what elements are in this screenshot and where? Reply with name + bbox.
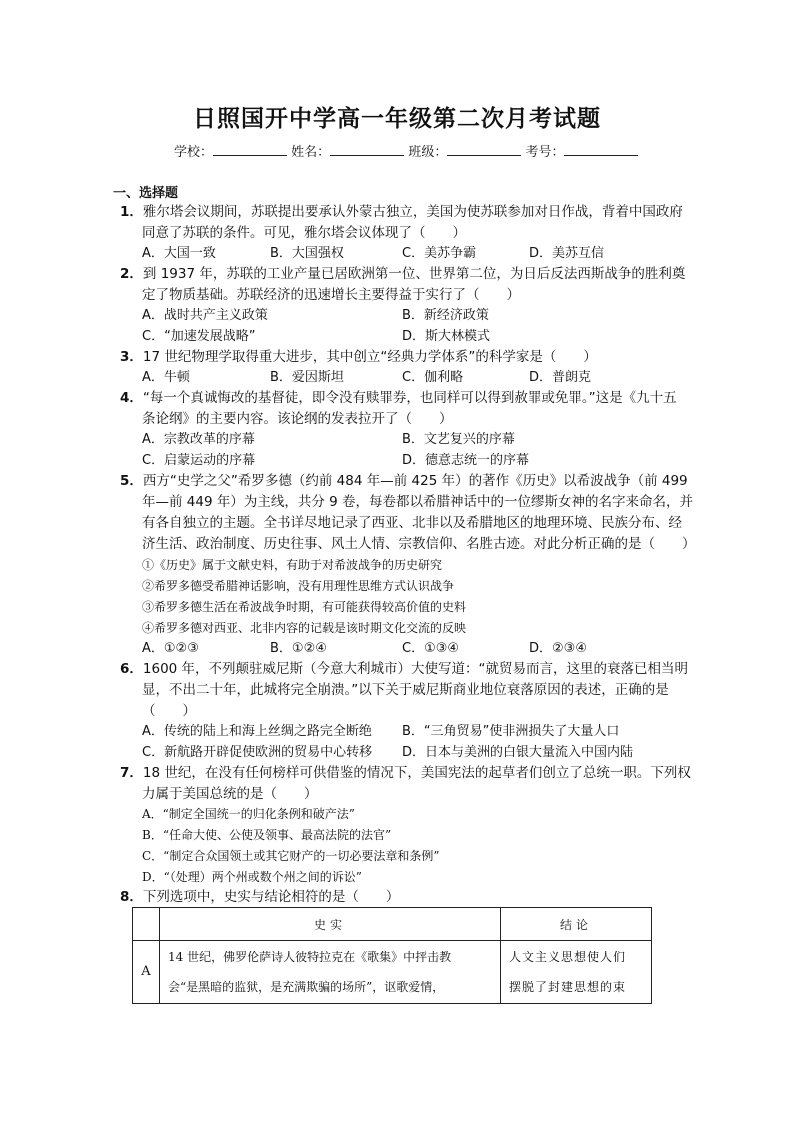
q5-option-b[interactable]: B．①②④ <box>270 641 327 656</box>
question-6-line-1 <box>120 660 688 679</box>
q3-option-c[interactable]: C．伽利略 <box>402 370 464 385</box>
q7-option-d[interactable]: D．“（处理）两个州或数个州之间的诉讼” <box>142 870 362 884</box>
q7-option-a[interactable]: A．“制定全国统一的归化条例和破产法” <box>142 807 355 821</box>
q6-option-d[interactable]: D．日本与美洲的白银大量流入中国内陆 <box>402 745 634 760</box>
class-label: 班级： <box>408 145 448 160</box>
question-text: 到 1937 年，苏联的工业产量已居欧洲第一位、世界第二位，为日后反法西斯战争的胜利奠 <box>142 266 686 282</box>
class-blank[interactable] <box>447 143 521 156</box>
table-header-blank <box>133 908 160 941</box>
question-5-line-3: 有各自独立的主题。全书详尽地记录了西亚、北非以及希腊地区的地理环境、民族分布、经 <box>142 515 682 531</box>
name-label: 姓名： <box>291 145 331 160</box>
question-1-line-2: 同意了苏联的条件。可见，雅尔塔会议体现了（ ） <box>142 225 466 241</box>
exam-number-label: 考号： <box>525 145 565 160</box>
conclusion-cell <box>501 941 652 1004</box>
q2-option-c[interactable]: C．“加速发展战略” <box>142 329 256 344</box>
q7-option-b[interactable]: B．“任命大使、公使及领事、最高法院的法官” <box>142 828 392 842</box>
question-5-line-1 <box>120 472 688 491</box>
q2-option-a[interactable]: A．战时共产主义政策 <box>142 308 268 323</box>
question-3-line-1 <box>120 348 597 367</box>
q6-option-a[interactable]: A．传统的陆上和海上丝绸之路完全断绝 <box>142 724 372 739</box>
question-7-line-1 <box>120 764 691 783</box>
q1-option-b[interactable]: B．大国强权 <box>270 246 344 261</box>
q3-option-b[interactable]: B．爱因斯坦 <box>270 370 344 385</box>
name-blank[interactable] <box>330 143 404 156</box>
q6-option-b[interactable]: B．“三角贸易”使非洲损失了大量人口 <box>402 724 620 739</box>
q5-option-a[interactable]: A．①②③ <box>142 641 199 656</box>
question-text: 17 世纪物理学取得重大进步，其中创立“经典力学体系”的科学家是（ ） <box>142 349 597 365</box>
student-info-row <box>174 141 638 160</box>
question-5-line-4: 济生活、政治制度、历史往事、风土人情、宗教信仰、名胜古迹。对此分析正确的是（ ） <box>142 536 696 552</box>
conclusion-line: 摆脱了封建思想的束 <box>509 980 627 994</box>
fact-line: 14 世纪，佛罗伦萨诗人彼特拉克在《歌集》中抨击教 <box>168 950 452 964</box>
question-number: 4． <box>120 390 143 406</box>
question-6-line-3: （ ） <box>142 703 196 719</box>
school-blank[interactable] <box>213 143 287 156</box>
q1-option-a[interactable]: A．大国一致 <box>142 246 216 261</box>
fact-cell <box>160 941 501 1004</box>
question-number: 1． <box>120 204 143 220</box>
table-header-conclusion: 结论 <box>501 908 652 941</box>
question-number: 3． <box>120 349 143 365</box>
q2-option-b[interactable]: B．新经济政策 <box>402 308 489 323</box>
exam-number-blank[interactable] <box>564 143 638 156</box>
question-8-line-1 <box>120 888 399 907</box>
q1-option-c[interactable]: C．美苏争霸 <box>402 246 477 261</box>
table-header-fact: 史实 <box>160 908 501 941</box>
exam-title: 日照国开中学高一年级第二次月考试题 <box>193 105 601 132</box>
comparison-table <box>132 907 652 1004</box>
conclusion-line: 人文主义思想使人们 <box>509 950 627 964</box>
q3-option-a[interactable]: A．牛顿 <box>142 370 190 385</box>
q2-option-d[interactable]: D．斯大林模式 <box>402 329 491 344</box>
question-2-line-2: 定了物质基础。苏联经济的迅速增长主要得益于实行了（ ） <box>142 287 520 303</box>
school-label: 学校： <box>174 145 214 160</box>
q5-option-d[interactable]: D．②③④ <box>529 641 587 656</box>
q5-statement-3: ③希罗多德生活在希波战争时期，有可能获得较高价值的史料 <box>142 600 467 614</box>
question-4-line-1 <box>120 389 677 408</box>
q1-option-d[interactable]: D．美苏互信 <box>529 246 605 261</box>
question-number: 2． <box>120 266 143 282</box>
question-text: 西方“史学之父”希罗多德（约前 484 年—前 425 年）的著作《历史》以希波战争（前 499 <box>142 473 688 489</box>
q5-statement-1: ①《历史》属于文献史料，有助于对希波战争的历史研究 <box>142 558 443 572</box>
q4-option-c[interactable]: C．启蒙运动的序幕 <box>142 453 256 468</box>
question-5-line-2: 年—前 449 年）为主线，共分 9 卷，每卷都以希腊神话中的一位缪斯女神的名字来命名，并 <box>142 494 694 510</box>
table-row <box>133 941 652 1004</box>
question-number: 7． <box>120 765 143 781</box>
q3-option-d[interactable]: D．普朗克 <box>529 370 592 385</box>
table-header-row <box>133 908 652 941</box>
question-number: 8． <box>120 889 143 905</box>
question-7-line-2: 力属于美国总统的是（ ） <box>142 786 318 802</box>
question-4-line-2: 条论纲》的主要内容。该论纲的发表拉开了（ ） <box>142 411 453 427</box>
question-text: “每一个真诚悔改的基督徒，即令没有赎罪券，也同样可以得到赦罪或免罪。”这是《九十五 <box>142 390 677 406</box>
question-number: 6． <box>120 661 143 677</box>
q5-statement-4: ④希罗多德对西亚、北非内容的记载是该时期文化交流的反映 <box>142 621 467 635</box>
question-2-line-1 <box>120 265 685 284</box>
question-text: 1600 年，不列颠驻威尼斯（今意大利城市）大使写道：“就贸易而言，这里的衰落已相当明 <box>142 661 689 677</box>
q5-option-c[interactable]: C．①③④ <box>402 641 460 656</box>
question-text: 18 世纪，在没有任何榜样可供借鉴的情况下，美国宪法的起草者们创立了总统一职。下列权 <box>142 765 691 781</box>
fact-line: 会“是黑暗的监狱，是充满欺骗的场所”，讴歌爱情， <box>168 980 445 994</box>
question-text: 雅尔塔会议期间，苏联提出要承认外蒙古独立，美国为使苏联参加对日作战，背着中国政府 <box>142 204 683 220</box>
q4-option-d[interactable]: D．德意志统一的序幕 <box>402 453 530 468</box>
q4-option-a[interactable]: A．宗教改革的序幕 <box>142 432 255 447</box>
row-label: A <box>133 941 160 1004</box>
q4-option-b[interactable]: B．文艺复兴的序幕 <box>402 432 515 447</box>
section-heading: 一、选择题 <box>113 186 179 201</box>
question-1-line-1 <box>120 203 683 222</box>
q7-option-c[interactable]: C．“制定合众国领土或其它财产的一切必要法章和条例” <box>142 849 440 863</box>
q6-option-c[interactable]: C．新航路开辟促使欧洲的贸易中心转移 <box>142 745 373 760</box>
q5-statement-2: ②希罗多德受希腊神话影响，没有用理性思维方式认识战争 <box>142 579 455 593</box>
question-6-line-2: 显，不出二十年，此城将完全崩溃。”以下关于威尼斯商业地位衰落原因的表述，正确的是 <box>142 682 669 698</box>
question-text: 下列选项中，史实与结论相符的是（ ） <box>142 889 400 905</box>
question-number: 5． <box>120 473 143 489</box>
